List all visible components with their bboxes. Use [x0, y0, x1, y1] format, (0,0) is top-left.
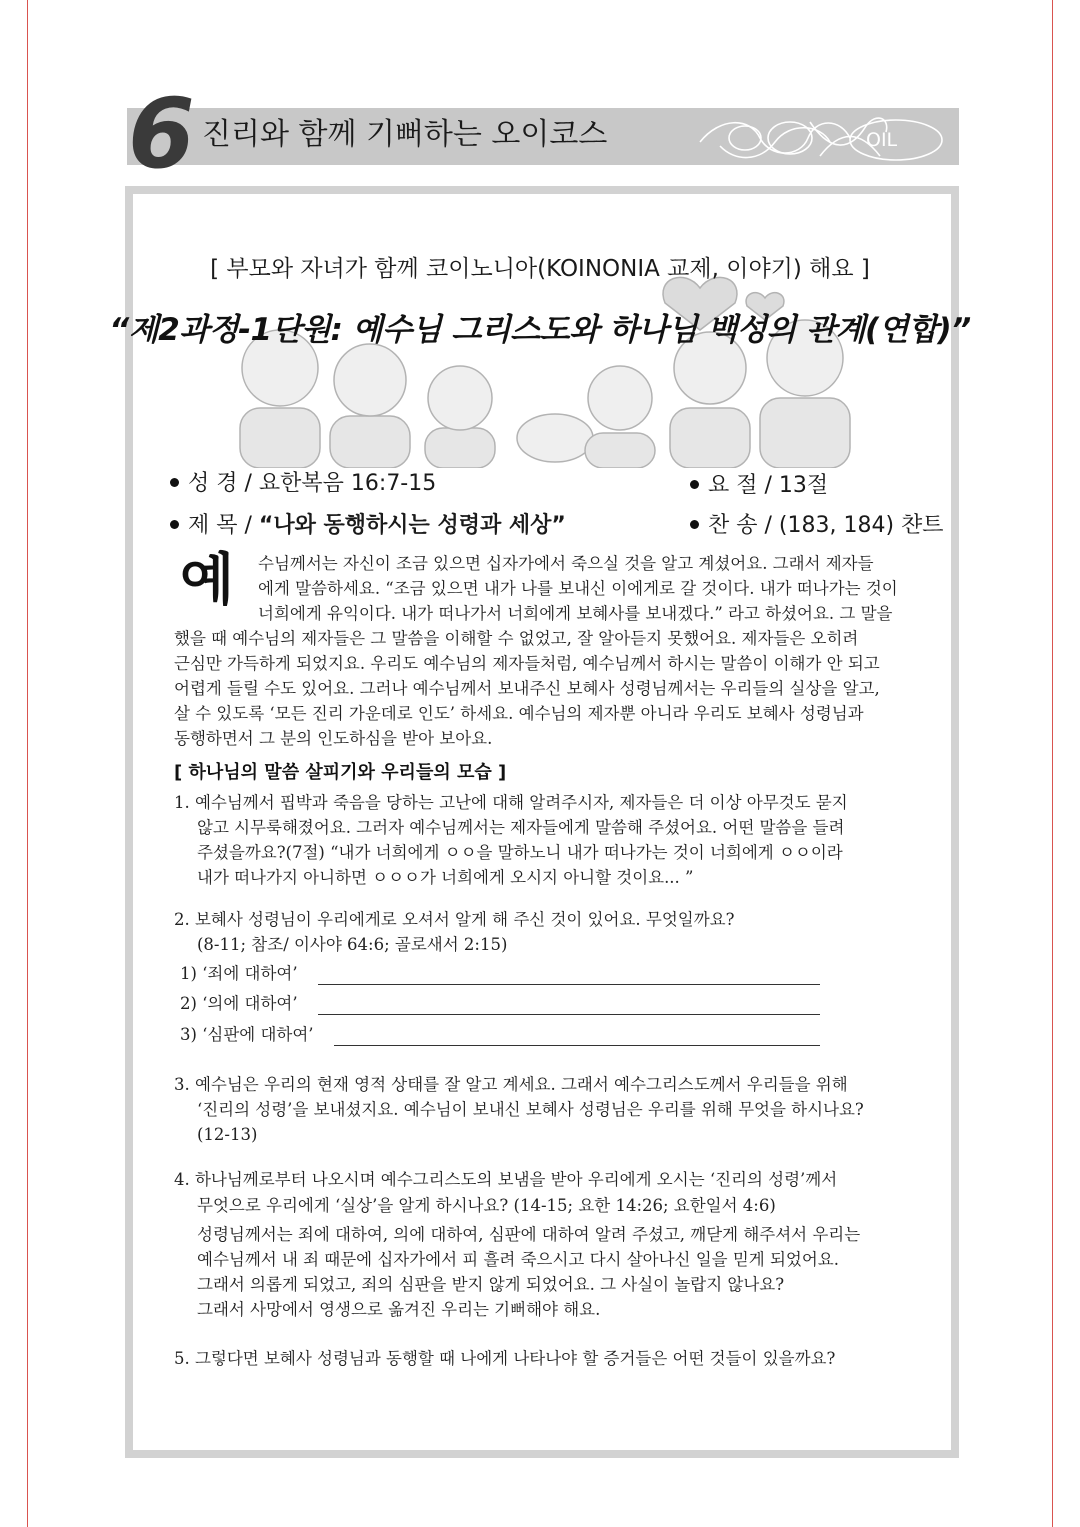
paragraph-line: 에게 말씀하세요. “조금 있으면 내가 나를 보내신 이에게로 갈 것이다. 내가 떠나가는 것이: [258, 579, 898, 598]
question-2-line: (8-11; 참조/ 이사야 64:6; 골로새서 2:15): [197, 935, 508, 954]
answer-blank[interactable]: [334, 1045, 820, 1046]
answer-item-label: 3) ‘심판에 대하여’: [180, 1025, 314, 1044]
question-3-line: ‘진리의 성령’을 보내셨지요. 예수님이 보내신 보혜사 성령님은 우리를 위해 무엇을 하시나요?: [197, 1100, 864, 1119]
keyverse-row: [690, 468, 828, 499]
study-heading: [ 하나님의 말씀 살피기와 우리들의 모습 ]: [174, 762, 507, 783]
paragraph-line: 했을 때 예수님의 제자들은 그 말씀을 이해할 수 없었고, 잘 알아듣지 못했어요. 제자들은 오히려: [174, 629, 859, 648]
logo-text: OIL: [866, 129, 898, 151]
question-1-line: 않고 시무룩해졌어요. 그러자 예수님께서는 제자들에게 말씀해 주셨어요. 어떤 말씀을 들려: [197, 818, 845, 837]
page-trim-left: [27, 0, 28, 1527]
hymn-row: [690, 508, 944, 539]
answer-text-line: 예수님께서 내 죄 때문에 십자가에서 피 흘려 죽으시고 다시 살아나신 일을 믿게 되었어요.: [197, 1250, 839, 1269]
scripture-value: 요한복음 16:7-15: [258, 471, 437, 496]
hymn-value: (183, 184) 챤트: [778, 513, 944, 538]
answer-blank[interactable]: [318, 1014, 820, 1015]
answer-item-label: 1) ‘죄에 대하여’: [180, 964, 298, 983]
question-1-line: 내가 떠나가지 아니하면 ㅇㅇㅇ가 너희에게 오시지 아니할 것이요... ”: [197, 868, 694, 887]
bullet-icon: [170, 478, 179, 487]
paragraph-line: 너희에게 유익이다. 내가 떠나가서 너희에게 보혜사를 보내겠다.” 라고 하셨어요. 그 말을: [258, 604, 893, 623]
hymn-label: 찬 송 /: [708, 513, 772, 538]
answer-blank[interactable]: [318, 984, 820, 985]
paragraph-line: 수님께서는 자신이 조금 있으면 십자가에서 죽으실 것을 알고 계셨어요. 그래서 제자들: [258, 554, 874, 573]
bullet-icon: [690, 520, 699, 529]
answer-item-label: 2) ‘의에 대하여’: [180, 994, 298, 1013]
paragraph-line: 어렵게 들릴 수도 있어요. 그러나 예수님께서 보내주신 보혜사 성령님께서는 우리들의 실상을 알고,: [174, 679, 880, 698]
answer-text-line: 성령님께서는 죄에 대하여, 의에 대하여, 심판에 대하여 알려 주셨고, 깨닫게 해주셔서 우리는: [197, 1225, 861, 1244]
bullet-icon: [690, 480, 699, 489]
keyverse-value: 13절: [778, 473, 829, 498]
question-5-line: 5. 그렇다면 보혜사 성령님과 동행할 때 나에게 나타나야 할 증거들은 어떤 것들이 있을까요?: [174, 1349, 836, 1368]
lesson-title: “제2과정-1단원: 예수님 그리스도와 하나님 백성의 관계(연합)”: [109, 312, 971, 348]
paragraph-line: 근심만 가득하게 되었지요. 우리도 예수님의 제자들처럼, 예수님께서 하시는 말씀이 이해가 안 되고: [174, 654, 880, 673]
question-1-line: 1. 예수님께서 핍박과 죽음을 당하는 고난에 대해 알려주시자, 제자들은 더 이상 아무것도 묻지: [174, 793, 848, 812]
question-4-line: 무엇으로 우리에게 ‘실상’을 알게 하시나요? (14-15; 요한 14:26; 요한일서 4:6): [197, 1196, 776, 1215]
answer-text-line: 그래서 사망에서 영생으로 옮겨진 우리는 기뻐해야 해요.: [197, 1300, 601, 1319]
topic-row: [170, 508, 566, 539]
question-3-line: (12-13): [197, 1125, 258, 1144]
topic-label: 제 목 /: [188, 513, 252, 538]
scripture-label: 성 경 /: [188, 471, 252, 496]
intro-heading: [ 부모와 자녀가 함께 코이노니아(KOINONIA 교제, 이야기) 해요 ]: [210, 256, 870, 282]
question-3-line: 3. 예수님은 우리의 현재 영적 상태를 잘 알고 계세요. 그래서 예수그리스도께서 우리들을 위해: [174, 1075, 848, 1094]
section-number: 6: [128, 78, 191, 190]
question-1-line: 주셨을까요?(7절) “내가 너희에게 ㅇㅇ을 말하노니 내가 떠나가는 것이 너희에게 ㅇㅇ이라: [197, 843, 843, 862]
section-title: 진리와 함께 기뻐하는 오이코스: [202, 117, 608, 152]
ornament-icon: [690, 112, 952, 164]
page-trim-right: [1052, 0, 1053, 1527]
paragraph-line: 동행하면서 그 분의 인도하심을 받아 보아요.: [174, 729, 493, 748]
answer-text-line: 그래서 의롭게 되었고, 죄의 심판을 받지 않게 되었어요. 그 사실이 놀랍지 않나요?: [197, 1275, 785, 1294]
bullet-icon: [170, 520, 179, 529]
paragraph-line: 살 수 있도록 ‘모든 진리 가운데로 인도’ 하세요. 예수님의 제자뿐 아니라 우리도 보혜사 성령님과: [174, 704, 864, 723]
question-4-line: 4. 하나님께로부터 나오시며 예수그리스도의 보냄을 받아 우리에게 오시는 ‘진리의 성령’께서: [174, 1170, 838, 1189]
drop-cap: 예: [180, 548, 235, 613]
topic-value: “나와 동행하시는 성령과 세상”: [258, 513, 566, 538]
keyverse-label: 요 절 /: [708, 473, 772, 498]
scripture-row: [170, 466, 436, 497]
question-2-line: 2. 보혜사 성령님이 우리에게로 오셔서 알게 해 주신 것이 있어요. 무엇일까요?: [174, 910, 735, 929]
family-illustration: [180, 268, 910, 468]
